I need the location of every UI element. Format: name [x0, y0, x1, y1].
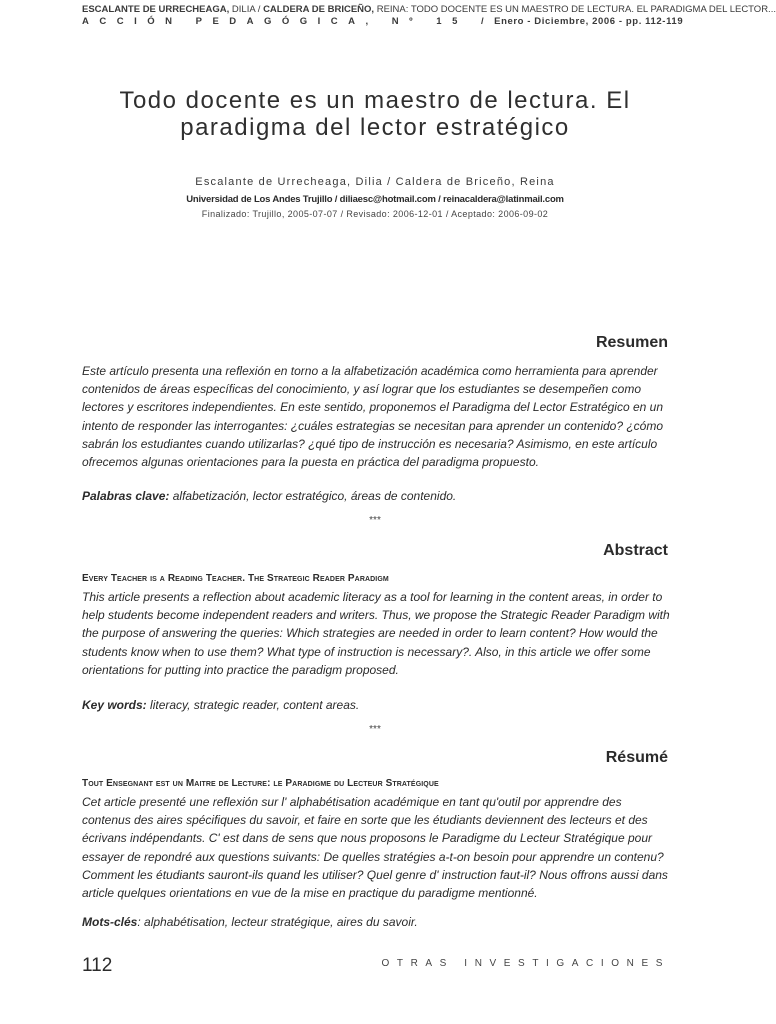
resumen-heading: Resumen	[595, 334, 668, 351]
running-head-author2: CALDERA DE BRICEÑO,	[263, 4, 375, 15]
resume-subtitle: Tout Ensegnant est un Maitre de Lecture: le Paradigme du Lecteur Stratégique	[82, 778, 439, 789]
separator-2: ***	[369, 724, 381, 735]
resume-keywords-text: : alphabétisation, lecteur stratégique, aires du savoir.	[137, 915, 418, 929]
running-head-citation	[82, 4, 776, 16]
resume-keywords-label: Mots-clés	[82, 915, 138, 929]
separator-1: ***	[369, 515, 381, 526]
abstract-keywords-text: literacy, strategic reader, content areas.	[146, 698, 360, 712]
abstract-text: This article presents a reflection about academic literacy as a tool for learning in the content areas, in order to help students become independent readers and writers. Thus, we propose the Strategic Reader Paradigm with the purpose of answering the queries: Which strategies are needed in order to learn content? How would the students know when to use them? What type of instruction is necessary?. Also, in this article we offer some orientations for putting into practice the paradigm proposed.	[82, 590, 670, 677]
resume-keywords	[82, 915, 672, 929]
article-affiliation: Universidad de Los Andes Trujillo / diliaesc@hotmail.com / reinacaldera@latinmail.com	[186, 194, 564, 205]
resume-heading: Résumé	[605, 749, 668, 766]
running-head-journal-line	[82, 16, 684, 28]
page-number: 112	[82, 955, 113, 976]
resumen-keywords-text: alfabetización, lector estratégico, áreas de contenido.	[169, 489, 457, 503]
running-head-title: REINA: TODO DOCENTE ES UN MAESTRO DE LECTURA. EL PARADIGMA DEL LECTOR...	[374, 4, 776, 15]
resumen-text: Este artículo presenta una reflexión en torno a la alfabetización académica como herramienta para aprender contenidos de áreas específicas del conocimiento, y así lograr que los estudiantes se desempeñen como lectores y escritores independientes. En este sentido, proponemos el Paradigma del Lector Estratégico en un intento de responder las interrogantes: ¿cuáles estrategias se necesitan para aprender un contenido? ¿cómo sabrán los estudiantes cuando utilizarlas? ¿qué tipo de instrucción es necesaria? Asimismo, en este artículo ofrecemos algunas orientaciones para la puesta en práctica del paradigma propuesto.	[82, 364, 664, 470]
resumen-keywords	[82, 489, 672, 503]
article-dates: Finalizado: Trujillo, 2005-07-07 / Revisado: 2006-12-01 / Aceptado: 2006-09-02	[201, 209, 549, 219]
resume-text: Cet article presenté une reflexión sur l' alphabétisation académique en tant qu'outil por apprendre des contenus des aires spécifiques du savoir, et faire en sorte que les étudiants deviennent des lecteurs et des écrivans indépendants. C' est dans de sens que nous proposons le Paradigme du Lecteur Stratégique pour essayer de repondré aux questions suivants: De quelles stratégies a-t-on besoin pour apprendre un contenu? Comment les étudiants sauront-ils quand les utiliser? Quel genre d' instruction faut-il? Nous offrons aussi dans article quelques orientations en vue de la mise en practique du paradigme mentionné.	[82, 795, 668, 901]
section-name: OTRAS INVESTIGACIONES	[381, 958, 670, 969]
article-title: Todo docente es un maestro de lectura. El paradigma del lector estratégico	[119, 87, 631, 141]
journal-issue: Enero - Diciembre, 2006 - pp. 112-119	[494, 16, 684, 27]
running-head-author1-given: DILIA /	[229, 4, 264, 15]
abstract-subtitle: Every Teacher is a Reading Teacher. The Strategic Reader Paradigm	[82, 573, 389, 584]
abstract-heading: Abstract	[603, 542, 668, 559]
journal-name: ACCIÓN PEDAGÓGICA, Nº 15 /	[82, 16, 495, 27]
running-head-author1: ESCALANTE DE URRECHEAGA,	[82, 4, 230, 15]
abstract-keywords-label: Key words:	[82, 698, 147, 712]
abstract-keywords	[82, 698, 672, 712]
running-head	[82, 4, 776, 28]
resumen-keywords-label: Palabras clave:	[82, 489, 170, 503]
article-authors: Escalante de Urrecheaga, Dilia / Caldera de Briceño, Reina	[195, 176, 555, 188]
